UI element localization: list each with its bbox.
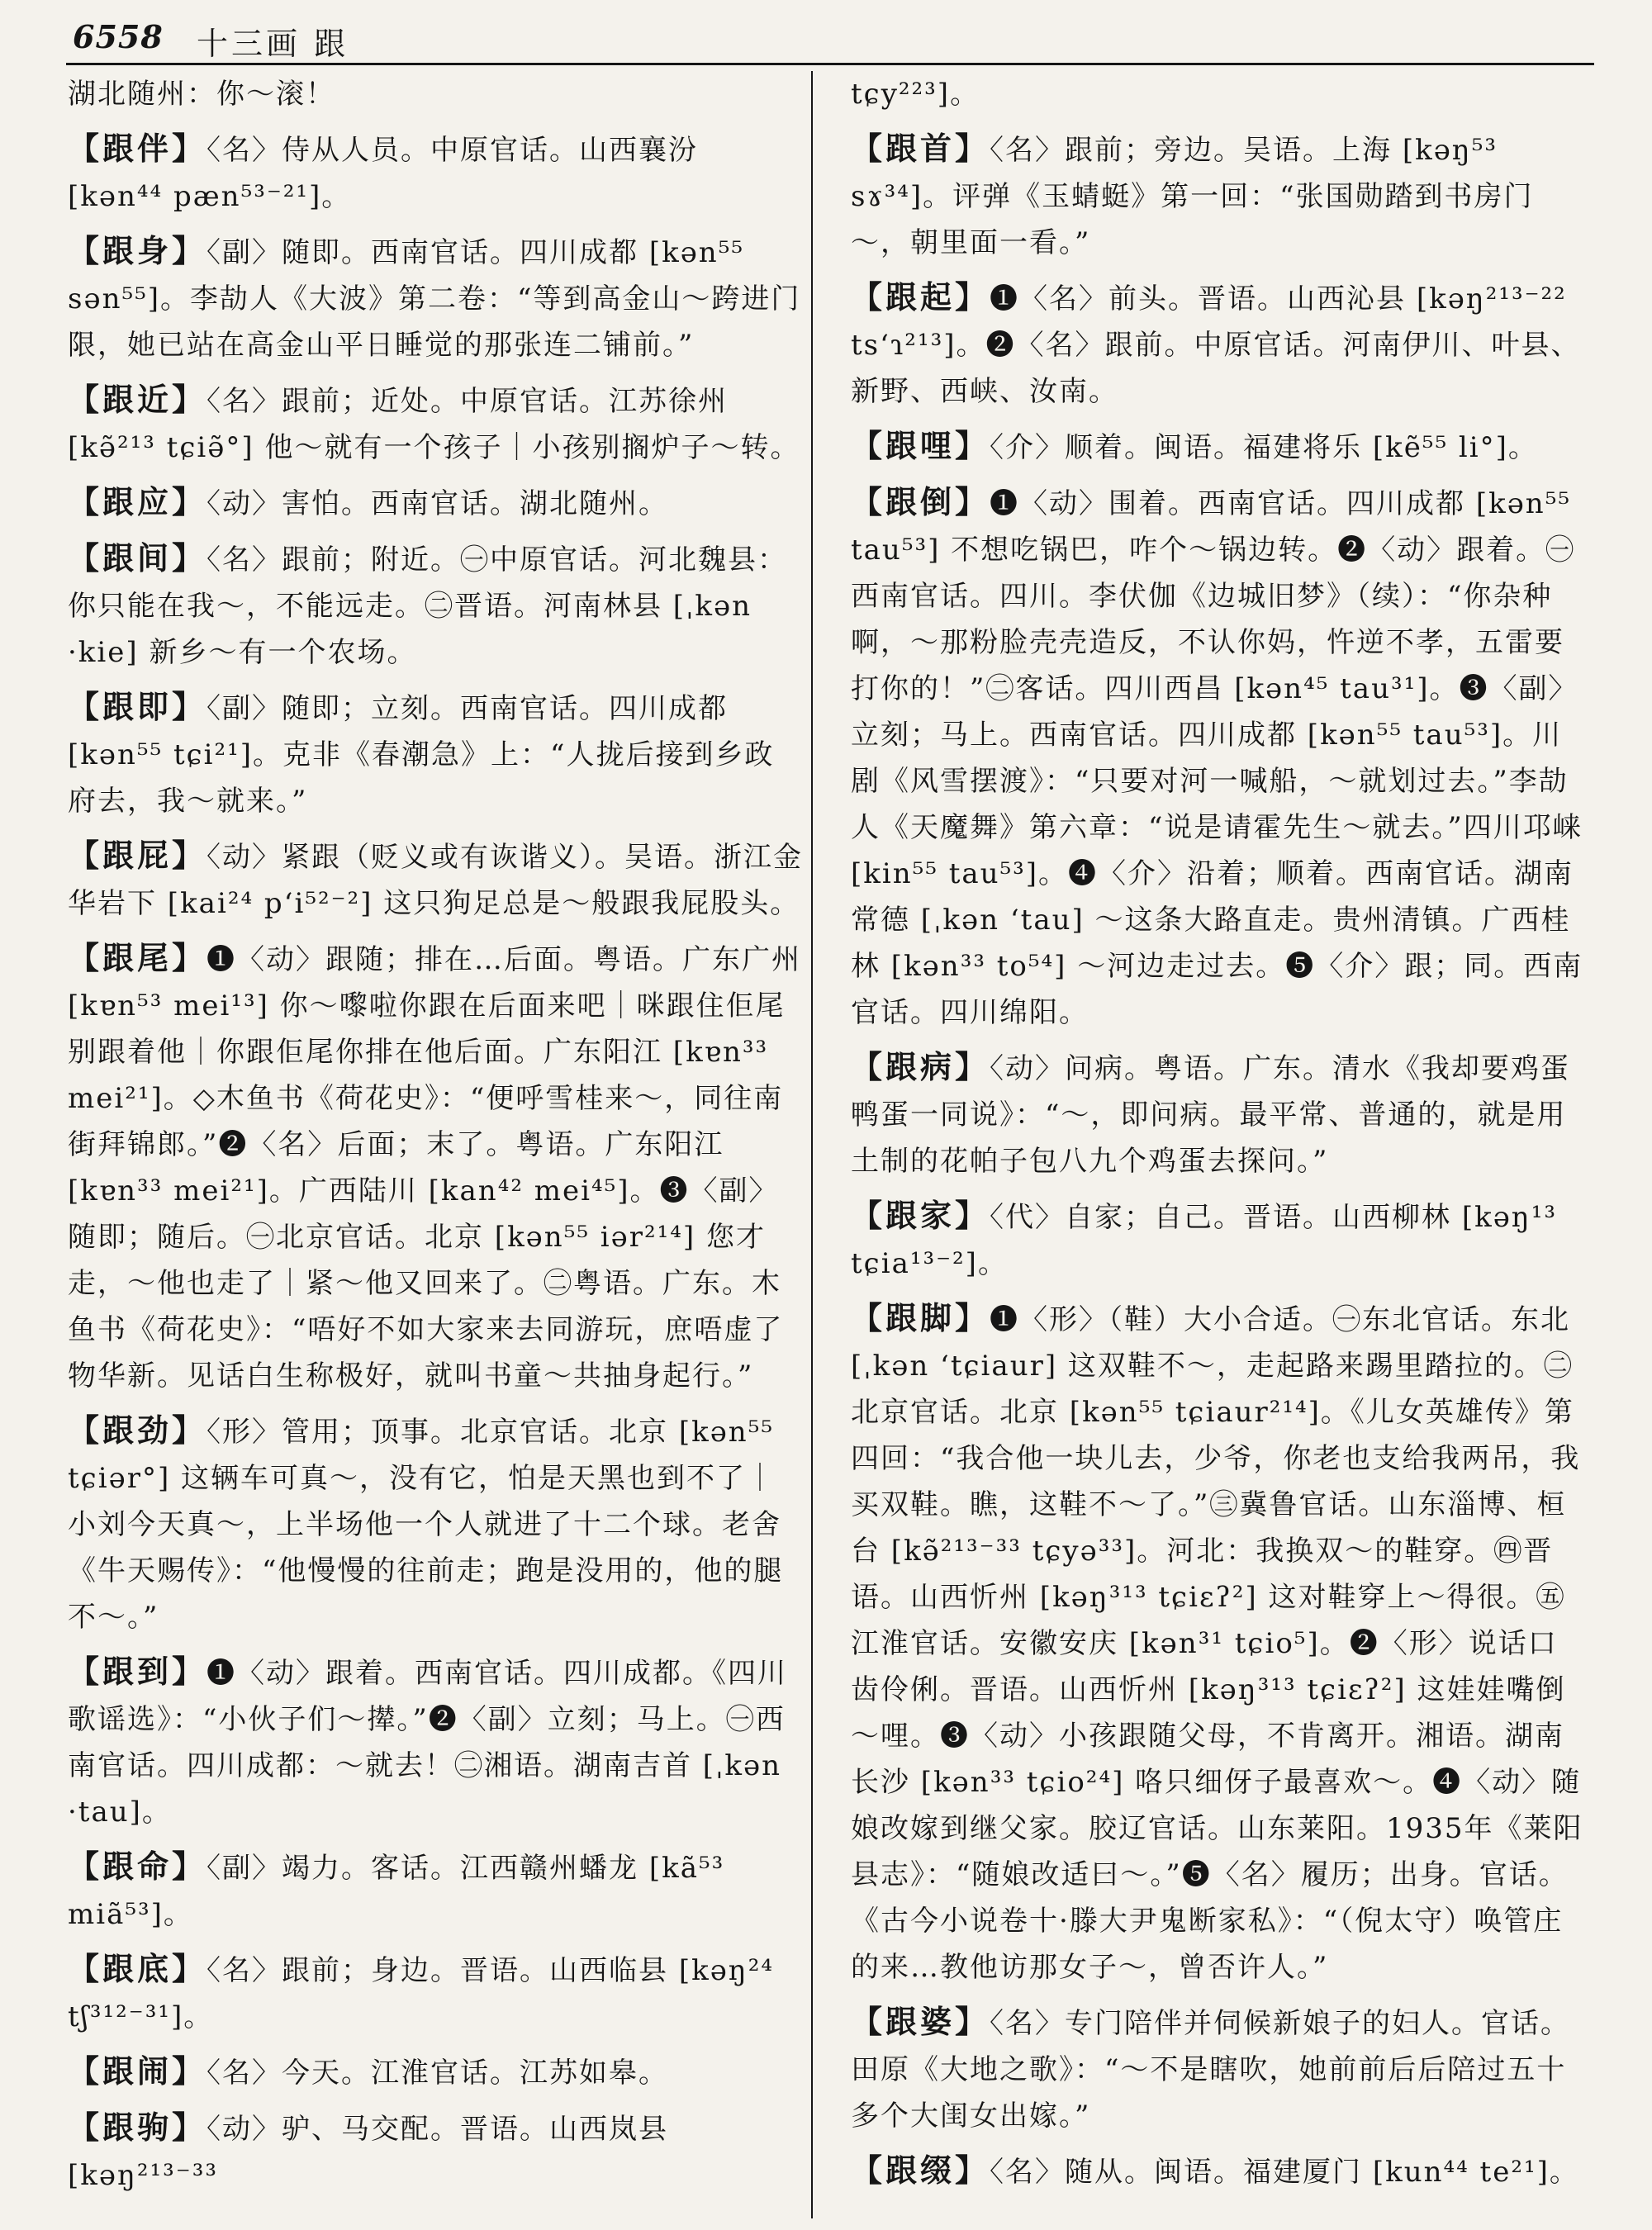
dictionary-entry <box>68 2104 803 2199</box>
page-header <box>73 13 1626 61</box>
entry-text: 〈副〉随即；立刻。西南官话。四川成都 [kən⁵⁵ tɕi²¹]。克非《春潮急》上：“人拢后接到乡政府去，我～就来。” <box>68 692 775 818</box>
entry-headword: 【跟病】 <box>851 1048 990 1085</box>
dictionary-entry <box>68 2048 803 2096</box>
entry-text: 〈形〉管用；顶事。北京官话。北京 [kən⁵⁵ tɕiər°] 这辆车可真～，没有它，怕是天黑也到不了｜小刘今天真～，上半场他一个人就进了十二个球。老舍《牛天赐传》：“他慢慢的往前走；跑是没用的，他的腿不～。” <box>68 1416 784 1634</box>
entry-text: 〈名〉侍从人员。中原官话。山西襄汾 [kən⁴⁴ pæn⁵³⁻²¹]。 <box>68 134 699 213</box>
entry-headword: 【跟婆】 <box>851 2003 990 2040</box>
entry-headword: 【跟底】 <box>68 1950 207 1987</box>
dictionary-entry <box>68 833 803 927</box>
page-number: 6558 <box>73 18 164 55</box>
entry-text: 〈名〉专门陪伴并伺候新娘子的妇人。官话。田原《大地之歌》：“～不是瞎吹，她前前后后陪过五十多个大闺女出嫁。” <box>851 2007 1571 2133</box>
dictionary-entry <box>851 1295 1586 1990</box>
entry-headword: 【跟倒】 <box>851 483 990 520</box>
entry-text: 〈动〉害怕。西南官话。湖北随州。 <box>206 487 669 520</box>
entry-headword: 【跟间】 <box>68 539 207 576</box>
entry-text: ❶〈名〉前头。晋语。山西沁县 [kəŋ²¹³⁻²² tsʻɿ²¹³]。❷〈名〉跟前。中原官话。河南伊川、叶县、新野、西峡、汝南。 <box>851 282 1581 408</box>
dictionary-entry <box>68 126 803 220</box>
entry-text: 〈代〉自家；自己。晋语。山西柳林 [kəŋ¹³ tɕia¹³⁻²]。 <box>851 1201 1557 1280</box>
header-rule <box>66 63 1594 65</box>
entry-text: 〈名〉跟前；身边。晋语。山西临县 [kəŋ²⁴ tʃ³¹²⁻³¹]。 <box>68 1954 774 2033</box>
entry-text: 〈副〉随即。西南官话。四川成都 [kən⁵⁵ sən⁵⁵]。李劼人《大波》第二卷：“等到高金山～跨进门限，她已站在高金山平日睡觉的那张连二铺前。” <box>68 236 801 362</box>
column-divider <box>811 71 813 2218</box>
entry-headword: 【跟首】 <box>851 130 990 167</box>
dictionary-entry <box>68 1649 803 1835</box>
entry-text: 〈介〉顺着。闽语。福建将乐 [kẽ⁵⁵ li°]。 <box>990 431 1538 464</box>
entry-text: ❶〈动〉跟着。西南官话。四川成都。《四川歌谣选》：“小伙子们～撵。”❷〈副〉立刻；马上。㊀西南官话。四川成都：～就去！㊁湘语。湖南吉首 [ˌkən ·tau]。 <box>68 1657 788 1829</box>
entry-text: 〈动〉紧跟（贬义或有诙谐义）。吴语。浙江金华岩下 [kai²⁴ pʻi⁵²⁻²] 这只狗足总是～般跟我屁股头。 <box>68 841 804 920</box>
entry-headword: 【跟屁】 <box>68 837 207 874</box>
entry-text: 〈动〉问病。粤语。广东。清水《我却要鸡蛋鸭蛋一同说》：“～，即问病。最平常、普通的，就是用土制的花帕子包八九个鸡蛋去探问。” <box>851 1052 1571 1178</box>
entry-headword: 【跟缀】 <box>851 2152 990 2189</box>
entry-headword: 【跟即】 <box>68 688 207 725</box>
entry-text: 〈副〉竭力。客话。江西赣州蟠龙 [kã⁵³ miã⁵³]。 <box>68 1852 725 1931</box>
entry-text: 〈名〉跟前；旁边。吴语。上海 [kəŋ⁵³ sɤ³⁴]。评弹《玉蜻蜓》第一回：“张国勋踏到书房门～，朝里面一看。” <box>851 134 1534 259</box>
entry-headword: 【跟尾】 <box>68 939 207 976</box>
entry-headword: 【跟应】 <box>68 483 207 520</box>
entry-continuation <box>68 71 803 117</box>
right-column <box>851 71 1586 2204</box>
entry-text: 湖北随州：你～滚！ <box>68 78 335 111</box>
dictionary-entry <box>68 479 803 527</box>
dictionary-entry <box>68 1407 803 1640</box>
entry-headword: 【跟劲】 <box>68 1412 207 1449</box>
dictionary-entry <box>851 2147 1586 2195</box>
entry-headword: 【跟脚】 <box>851 1299 990 1336</box>
entry-text: 〈名〉随从。闽语。福建厦门 [kun⁴⁴ te²¹]。 <box>990 2156 1579 2189</box>
entry-headword: 【跟家】 <box>851 1197 990 1234</box>
dictionary-entry <box>68 377 803 471</box>
entry-text: ❶〈形〉（鞋）大小合适。㊀东北官话。东北 [ˌkən ʻtɕiaur] 这双鞋不～，走起路来踢里踏拉的。㊁北京官话。北京 [kən⁵⁵ tɕiaur²¹⁴]。《儿女英雄传》第四回：“我合他一块儿去，少爷，你老也支给我两吊，我买双鞋。瞧，这鞋不～了。”㊂冀鲁官话。山东淄博、桓台 [kə̃²¹³⁻³³ tɕyə³³]。河北：我换双～的鞋穿。㊃晋语。山西忻州 [kəŋ³¹³ tɕiɛʔ²] 这对鞋穿上～得很。㊄江淮官话。安徽安庆 [kən³¹ tɕio⁵]。❷〈形〉说话口齿伶俐。晋语。山西忻州 [kəŋ³¹³ tɕiɛʔ²] 这娃娃嘴倒～哩。❸〈动〉小孩跟随父母，不肯离开。湘语。湖南长沙 [kən³³ tɕio²⁴] 咯只细伢子最喜欢～。❹〈动〉随娘改嫁到继父家。胶辽官话。山东莱阳。1935年《莱阳县志》：“随娘改适曰～。”❺〈名〉履历；出身。官话。《古今小说卷十·滕大尹鬼断家私》：“（倪太守）唤管庄的来…教他访那女子～，曾否许人。” <box>851 1303 1583 1984</box>
entry-headword: 【跟闹】 <box>68 2052 207 2090</box>
dictionary-entry <box>68 228 803 368</box>
entry-text: tɕy²²³]。 <box>851 78 980 111</box>
entry-headword: 【跟伴】 <box>68 130 207 167</box>
entry-headword: 【跟起】 <box>851 278 990 316</box>
entry-text: ❶〈动〉跟随；排在…后面。粤语。广东广州 [kɐn⁵³ mei¹³] 你～嚟啦你跟在后面来吧｜咪跟住佢尾别跟着他｜你跟佢尾你排在他后面。广东阳江 [kɐn³³ mei²¹]。◇木鱼书《荷花史》：“便呼雪桂来～，同往南街拜锦郎。”❷〈名〉后面；末了。粤语。广东阳江 [kɐn³³ mei²¹]。广西陆川 [kan⁴² mei⁴⁵]。❸〈副〉随即；随后。㊀北京官话。北京 [kən⁵⁵ iər²¹⁴] 您才走，～他也走了｜紧～他又回来了。㊁粤语。广东。木鱼书《荷花史》：“唔好不如大家来去同游玩，庶唔虚了物华新。见话白生称极好，就叫书童～共抽身起行。” <box>68 943 802 1393</box>
entry-text: 〈名〉跟前；近处。中原官话。江苏徐州 [kə̃²¹³ tɕiə̃°] 他～就有一个孩子｜小孩别搁炉子～转。 <box>68 385 800 464</box>
entry-continuation <box>851 71 1586 117</box>
dictionary-entry <box>851 274 1586 415</box>
entry-text: 〈动〉驴、马交配。晋语。山西岚县 [kəŋ²¹³⁻³³ <box>68 2113 669 2192</box>
dictionary-entry <box>68 935 803 1399</box>
entry-headword: 【跟驹】 <box>68 2109 207 2146</box>
dictionary-entry <box>851 126 1586 266</box>
dictionary-entry <box>851 479 1586 1036</box>
entry-headword: 【跟身】 <box>68 232 207 269</box>
dictionary-entry <box>68 684 803 824</box>
dictionary-entry <box>68 1946 803 2040</box>
entry-headword: 【跟命】 <box>68 1848 207 1885</box>
dictionary-entry <box>68 1843 803 1938</box>
entry-text: ❶〈动〉围着。西南官话。四川成都 [kən⁵⁵ tau⁵³] 不想吃锅巴，咋个～锅边转。❷〈动〉跟着。㊀西南官话。四川。李伏伽《边城旧梦》（续）：“你杂种啊，～那粉脸壳壳造反，不认你妈，忤逆不孝，五雷要打你的！”㊁客话。四川西昌 [kən⁴⁵ tau³¹]。❸〈副〉立刻；马上。西南官话。四川成都 [kən⁵⁵ tau⁵³]。川剧《风雪摆渡》：“只要对河一喊船，～就划过去。”李劼人《天魔舞》第六章：“说是请霍先生～就去。”四川邛崃 [kin⁵⁵ tau⁵³]。❹〈介〉沿着；顺着。西南官话。湖南常德 [ˌkən ʻtau] ～这条大路直走。贵州清镇。广西桂林 [kən³³ to⁵⁴] ～河边走过去。❺〈介〉跟；同。西南官话。四川绵阳。 <box>851 487 1583 1029</box>
dictionary-entry <box>851 1193 1586 1287</box>
entry-headword: 【跟到】 <box>68 1653 207 1690</box>
dictionary-entry <box>851 423 1586 471</box>
entry-text: 〈名〉今天。江淮官话。江苏如皋。 <box>206 2057 669 2090</box>
entry-headword: 【跟哩】 <box>851 427 990 464</box>
entry-headword: 【跟近】 <box>68 381 207 418</box>
section-label: 十三画 跟 <box>197 26 349 62</box>
dictionary-entry <box>851 1044 1586 1184</box>
dictionary-entry <box>68 535 803 676</box>
dictionary-entry <box>851 1999 1586 2139</box>
entry-text: 〈名〉跟前；附近。㊀中原官话。河北魏县：你只能在我～，不能远走。㊁晋语。河南林县 [ˌkən ·kie] 新乡～有一个农场。 <box>68 543 788 669</box>
left-column <box>68 71 803 2207</box>
